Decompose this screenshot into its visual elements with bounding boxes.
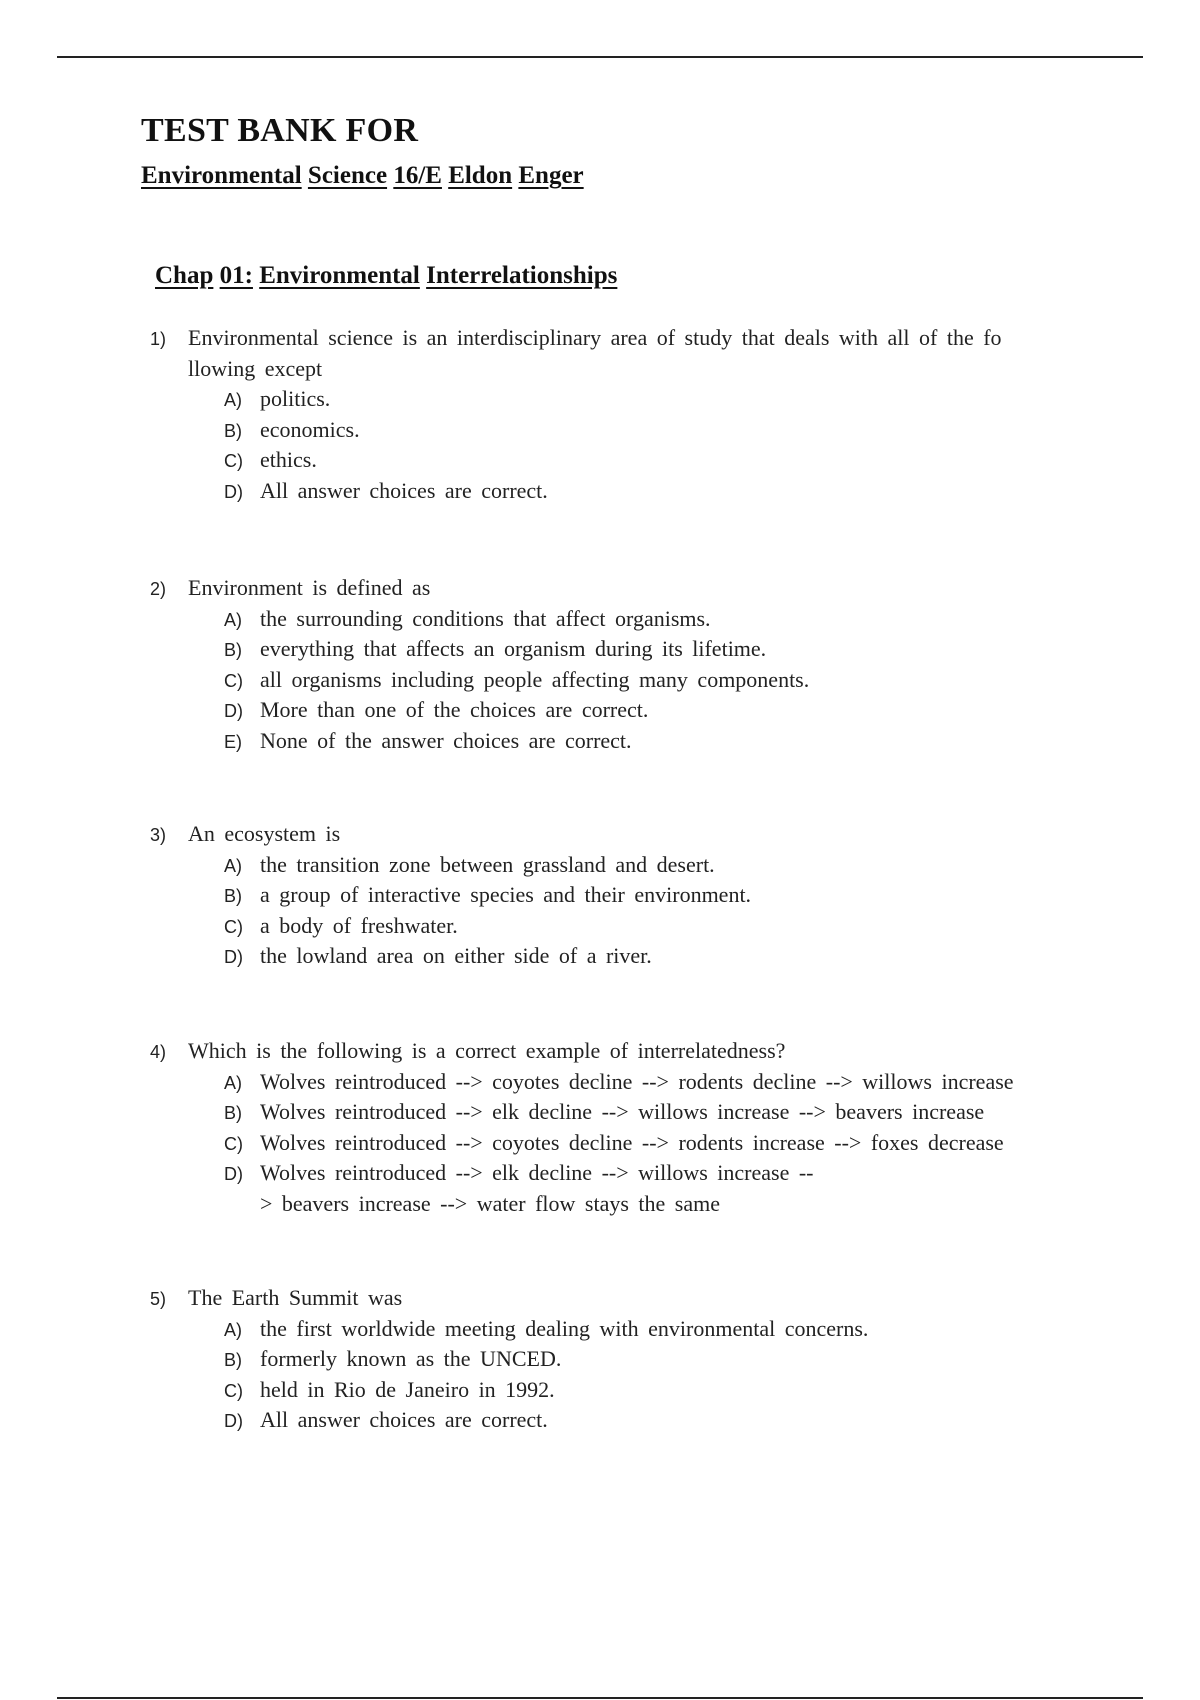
question-3 [150,819,1100,972]
answer-option [150,911,1100,942]
answer-option [150,384,1100,415]
question-text-line: The Earth Summit was [188,1285,403,1310]
answer-option [150,634,1100,665]
question-number: 1) [150,329,167,349]
answer-options [150,850,1100,972]
option-letter: A) [224,609,242,630]
option-text: a group of interactive species and their environment. [260,882,752,907]
answer-options [150,384,1100,506]
option-text: ethics. [260,447,317,472]
question-stem [150,1283,1100,1314]
answer-option [150,1375,1100,1406]
question-stem [150,573,1100,604]
answer-option [150,1158,1100,1219]
question-stem [150,1036,1100,1067]
question-1 [150,323,1100,506]
option-text: Wolves reintroduced --> elk decline --> willows increase -- [260,1160,814,1185]
option-text: economics. [260,416,360,442]
question-text-line: Environment is defined as [188,575,431,600]
top-rule [57,56,1143,58]
question-text-line: Environmental science is an interdisciplinary area of study that deals with all of the fo [188,325,1002,350]
option-text: All answer choices are correct. [260,477,548,503]
answer-options [150,1067,1100,1220]
question-number: 4) [150,1042,167,1062]
chapter-heading-word: 01: [219,262,253,289]
answer-option [150,880,1100,911]
option-text: More than one of the choices are correct. [260,697,649,722]
option-text: Wolves reintroduced --> coyotes decline --> rodents increase --> foxes decrease [260,1129,1004,1155]
option-text: Wolves reintroduced --> elk decline --> willows increase --> beavers increase [260,1099,985,1124]
answer-option [150,850,1100,881]
option-letter: B) [224,640,242,660]
option-text: Wolves reintroduced --> coyotes decline --> rodents decline --> willows increase [260,1068,1014,1094]
answer-option [150,415,1100,446]
option-letter: B) [224,420,242,441]
chapter-heading-word: Chap [155,262,214,289]
option-text: held in Rio de Janeiro in 1992. [260,1376,555,1402]
option-letter: D) [224,1164,243,1184]
option-letter: C) [224,916,243,937]
question-text-line: llowing except [188,355,323,381]
answer-option [150,1097,1100,1128]
option-letter: D) [224,947,243,967]
option-letter: C) [224,451,243,471]
option-letter: A) [224,1072,242,1093]
book-title-word: Enger [518,162,584,189]
book-title-word: 16/E [393,162,442,189]
option-text: the transition zone between grassland and desert. [260,851,715,877]
question-stem [150,323,1100,384]
bottom-rule [57,1697,1143,1699]
answer-option [150,445,1100,476]
answer-option [150,726,1100,757]
option-text: the surrounding conditions that affect organisms. [260,605,711,631]
book-title-word: Environmental [141,162,302,189]
option-letter: C) [224,1380,243,1401]
question-text-line: Which is the following is a correct example of interrelatedness? [188,1038,786,1063]
question-number: 3) [150,825,167,845]
option-letter: C) [224,1133,243,1154]
answer-option [150,1067,1100,1098]
answer-option [150,476,1100,507]
book-title [141,159,584,193]
option-letter: D) [224,1411,243,1431]
answer-option [150,665,1100,696]
option-letter: B) [224,1350,242,1370]
answer-option [150,1344,1100,1375]
chapter-heading-word: Environmental [259,262,420,289]
option-letter: A) [224,1319,242,1340]
option-letter: C) [224,670,243,691]
option-letter: D) [224,701,243,721]
question-4 [150,1036,1100,1219]
question-2 [150,573,1100,756]
book-title-word: Eldon [448,162,513,189]
option-letter: B) [224,886,242,906]
option-text: the first worldwide meeting dealing with environmental concerns. [260,1315,869,1341]
book-title-word: Science [307,162,388,189]
question-stem [150,819,1100,850]
answer-options [150,1314,1100,1436]
question-text-line: An ecosystem is [188,821,341,846]
option-letter: E) [224,731,242,752]
option-text: a body of freshwater. [260,912,458,938]
answer-options [150,604,1100,757]
answer-option [150,1405,1100,1436]
option-letter: D) [224,481,243,502]
option-text: all organisms including people affecting many components. [260,666,810,692]
page-title: TEST BANK FOR [141,112,419,149]
chapter-heading-word: Interrelationships [426,262,618,289]
answer-option [150,604,1100,635]
question-number: 2) [150,579,167,599]
answer-option [150,941,1100,972]
question-5 [150,1283,1100,1436]
option-text: the lowland area on either side of a river. [260,943,652,968]
answer-option [150,1314,1100,1345]
answer-option [150,695,1100,726]
question-number: 5) [150,1289,167,1309]
option-text: politics. [260,386,331,411]
option-text-continued: > beavers increase --> water flow stays the same [260,1190,720,1216]
option-letter: B) [224,1103,242,1123]
option-letter: A) [224,390,242,410]
answer-option [150,1128,1100,1159]
option-text: everything that affects an organism during its lifetime. [260,636,767,661]
chapter-heading [155,258,617,294]
option-text: None of the answer choices are correct. [260,727,632,753]
option-text: All answer choices are correct. [260,1407,548,1432]
option-letter: A) [224,855,242,876]
option-text: formerly known as the UNCED. [260,1346,562,1371]
